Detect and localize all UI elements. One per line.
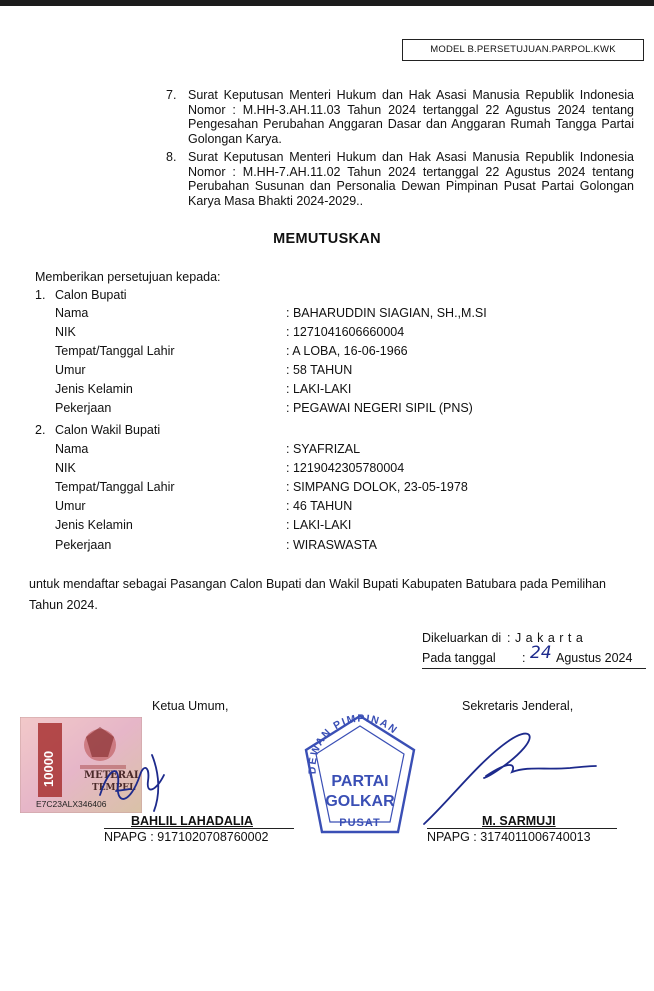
left-signatory-npapg: NPAPG : 9171020708760002 [104, 830, 269, 844]
field-value: : A LOBA, 16-06-1966 [286, 344, 408, 358]
stamp-arc-text: DEWAN PIMPINAN [306, 712, 401, 775]
issue-date-label: Pada tanggal [422, 651, 496, 665]
left-signatory-role: Ketua Umum, [152, 699, 229, 713]
field-label: Nama [55, 442, 89, 456]
stamp-line-1: PARTAI [331, 773, 389, 790]
left-signature [60, 745, 180, 819]
field-label: Umur [55, 363, 86, 377]
candidate-2-number: 2. [35, 423, 46, 437]
closing-paragraph: untuk mendaftar sebagai Pasangan Calon Bupati dan Wakil Bupati Kabupaten Batubara pada Pemilihan Tahun 2024. [29, 577, 607, 612]
issue-date-day: 24 [530, 643, 552, 663]
field-label: Nama [55, 306, 89, 320]
field-value: : WIRASWASTA [286, 538, 377, 552]
right-name-rule [427, 828, 617, 829]
field-value: : 1219042305780004 [286, 461, 405, 475]
consideration-text: Surat Keputusan Menteri Hukum dan Hak Asasi Manusia Republik Indonesia Nomor : M.HH-3.AH.11.03 Tahun 2024 tertanggal 22 Agustus 2024 tentang Pengesahan Perubahan Anggaran Dasar dan Anggaran Rumah Tangga Partai Golongan Karya. [188, 88, 634, 146]
meterai-value: 10000 [41, 750, 56, 787]
field-label: NIK [55, 461, 76, 475]
decision-heading: MEMUTUSKAN [273, 231, 381, 247]
stamp-line-3: PUSAT [339, 817, 381, 829]
issue-date-underline [422, 668, 646, 669]
field-value: : BAHARUDDIN SIAGIAN, SH.,M.SI [286, 306, 487, 320]
field-value: : PEGAWAI NEGERI SIPIL (PNS) [286, 401, 473, 415]
meterai-label-2: TEMPEL [92, 783, 136, 793]
meterai-serial: E7C23ALX346406 [36, 799, 107, 809]
field-value: : LAKI-LAKI [286, 382, 352, 396]
meterai-label-1: METERAI [84, 770, 139, 781]
field-label: Tempat/Tanggal Lahir [55, 480, 175, 494]
field-value: : 58 TAHUN [286, 363, 353, 377]
field-label: Pekerjaan [55, 538, 112, 552]
right-signatory-npapg: NPAPG : 3174011006740013 [427, 830, 591, 844]
top-edge-bar [0, 0, 654, 6]
consideration-number: 7. [166, 88, 177, 102]
right-signatory-name: M. SARMUJI [482, 814, 556, 828]
svg-text:DEWAN PIMPINAN [306, 713, 400, 775]
field-label: Jenis Kelamin [55, 518, 133, 532]
model-code: MODEL B.PERSETUJUAN.PARPOL.KWK [430, 44, 616, 55]
field-label: NIK [55, 325, 76, 339]
party-stamp [296, 712, 424, 840]
field-value: : LAKI-LAKI [286, 518, 352, 532]
issue-place-value: : J a k a r t a [507, 631, 584, 645]
candidate-1-title: Calon Bupati [55, 288, 127, 302]
model-code-box [402, 39, 644, 61]
field-value: : SYAFRIZAL [286, 442, 361, 456]
left-signatory-name: BAHLIL LAHADALIA [131, 814, 253, 828]
field-value: : 1271041606660004 [286, 325, 405, 339]
candidate-2-title: Calon Wakil Bupati [55, 423, 161, 437]
field-label: Jenis Kelamin [55, 382, 133, 396]
field-label: Tempat/Tanggal Lahir [55, 344, 175, 358]
right-signatory-role: Sekretaris Jenderal, [462, 699, 574, 713]
left-signature-scribble [60, 745, 180, 815]
decision-intro: Memberikan persetujuan kepada: [35, 270, 221, 284]
field-label: Umur [55, 499, 86, 513]
issue-date-rest: Agustus 2024 [556, 651, 633, 665]
field-label: Pekerjaan [55, 401, 112, 415]
field-value: : 46 TAHUN [286, 499, 353, 513]
issue-date-separator: : [522, 651, 526, 665]
issue-place-label: Dikeluarkan di [422, 631, 502, 645]
candidate-1-number: 1. [35, 288, 46, 302]
left-name-rule [104, 828, 294, 829]
field-value: : SIMPANG DOLOK, 23-05-1978 [286, 480, 468, 494]
consideration-number: 8. [166, 150, 177, 164]
stamp-line-2: GOLKAR [325, 793, 395, 810]
consideration-text: Surat Keputusan Menteri Hukum dan Hak Asasi Manusia Republik Indonesia Nomor : M.HH-7.AH.11.02 Tahun 2024 tertanggal 22 Agustus 2024 tentang Perubahan Susunan dan Personalia Dewan Pimpinan Pusat Partai Golongan Karya Masa Bhakti 2024-2029.. [188, 150, 634, 208]
